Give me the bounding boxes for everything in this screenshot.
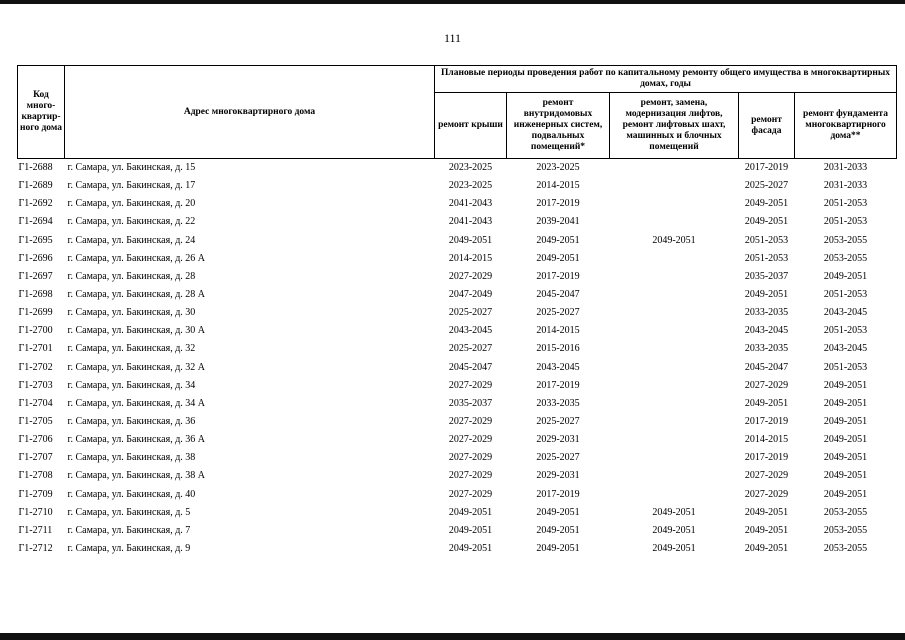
cell-address: г. Самара, ул. Бакинская, д. 20 <box>67 198 196 210</box>
header-elevators: ремонт, замена, модернизация лифтов, ремонт лифтовых шахт, машинных и блочных помещений <box>610 93 739 159</box>
cell-roof: 2041-2043 <box>448 198 493 210</box>
cell-foundation: 2043-2045 <box>823 307 868 319</box>
cell-code: Г1-2702 <box>18 361 53 373</box>
cell-engineering: 2045-2047 <box>536 289 580 301</box>
cell-elevators <box>610 377 739 395</box>
header-roof: ремонт крыши <box>435 93 507 159</box>
cell-engineering: 2033-2035 <box>536 397 580 409</box>
cell-address: г. Самара, ул. Бакинская, д. 17 <box>67 180 196 192</box>
cell-facade: 2051-2053 <box>744 234 789 246</box>
cell-foundation: 2051-2053 <box>823 216 868 228</box>
cell-engineering: 2043-2045 <box>536 361 580 373</box>
cell-code: Г1-2689 <box>18 180 53 192</box>
cell-elevators <box>610 304 739 322</box>
cell-address: г. Самара, ул. Бакинская, д. 38 А <box>67 470 206 482</box>
cell-code: Г1-2696 <box>18 252 53 264</box>
cell-engineering: 2023-2025 <box>536 162 580 174</box>
cell-address: г. Самара, ул. Бакинская, д. 36 <box>67 416 196 428</box>
cell-engineering: 2029-2031 <box>536 434 580 446</box>
cell-facade: 2043-2045 <box>744 325 789 337</box>
cell-elevators: 2049-2051 <box>652 234 696 246</box>
cell-foundation: 2049-2051 <box>823 452 868 464</box>
cell-foundation: 2053-2055 <box>823 524 868 536</box>
table-row <box>18 340 897 358</box>
header-foundation: ремонт фундамента многоквартирного дома** <box>795 93 897 159</box>
table-body <box>18 159 897 559</box>
table-row <box>18 250 897 268</box>
cell-elevators: 2049-2051 <box>652 506 696 518</box>
cell-address: г. Самара, ул. Бакинская, д. 30 <box>67 307 196 319</box>
cell-foundation: 2049-2051 <box>823 270 868 282</box>
cell-facade: 2033-2035 <box>744 343 789 355</box>
cell-address: г. Самара, ул. Бакинская, д. 36 А <box>67 434 206 446</box>
cell-elevators: 2049-2051 <box>652 524 696 536</box>
top-border <box>0 0 905 4</box>
cell-roof: 2049-2051 <box>448 506 493 518</box>
cell-code: Г1-2701 <box>18 343 53 355</box>
cell-facade: 2049-2051 <box>744 543 789 555</box>
cell-roof: 2049-2051 <box>448 234 493 246</box>
cell-address: г. Самара, ул. Бакинская, д. 9 <box>67 543 191 555</box>
cell-facade: 2049-2051 <box>744 506 789 518</box>
cell-code: Г1-2703 <box>18 379 53 391</box>
cell-engineering: 2049-2051 <box>536 524 580 536</box>
cell-facade: 2025-2027 <box>744 180 789 192</box>
cell-facade: 2017-2019 <box>744 416 789 428</box>
cell-engineering: 2015-2016 <box>536 343 580 355</box>
cell-engineering: 2029-2031 <box>536 470 580 482</box>
table-row <box>18 522 897 540</box>
cell-engineering: 2039-2041 <box>536 216 580 228</box>
cell-roof: 2045-2047 <box>448 361 493 373</box>
cell-roof: 2049-2051 <box>448 524 493 536</box>
cell-code: Г1-2712 <box>18 543 53 555</box>
table-row <box>18 304 897 322</box>
cell-elevators <box>610 413 739 431</box>
cell-code: Г1-2700 <box>18 325 53 337</box>
cell-code: Г1-2694 <box>18 216 53 228</box>
cell-address: г. Самара, ул. Бакинская, д. 15 <box>67 162 196 174</box>
cell-elevators <box>610 340 739 358</box>
cell-address: г. Самара, ул. Бакинская, д. 7 <box>67 524 191 536</box>
cell-foundation: 2031-2033 <box>823 162 868 174</box>
cell-code: Г1-2699 <box>18 307 53 319</box>
cell-facade: 2049-2051 <box>744 198 789 210</box>
table-row <box>18 486 897 504</box>
cell-roof: 2023-2025 <box>448 162 493 174</box>
cell-facade: 2027-2029 <box>744 379 789 391</box>
cell-foundation: 2051-2053 <box>823 325 868 337</box>
cell-engineering: 2014-2015 <box>536 325 580 337</box>
cell-foundation: 2049-2051 <box>823 470 868 482</box>
cell-roof: 2025-2027 <box>448 307 493 319</box>
cell-engineering: 2014-2015 <box>536 180 580 192</box>
cell-elevators <box>610 177 739 195</box>
table-row <box>18 359 897 377</box>
cell-facade: 2017-2019 <box>744 452 789 464</box>
cell-address: г. Самара, ул. Бакинская, д. 28 <box>67 270 196 282</box>
cell-elevators <box>610 467 739 485</box>
cell-elevators <box>610 359 739 377</box>
cell-foundation: 2031-2033 <box>823 180 868 192</box>
cell-foundation: 2053-2055 <box>823 543 868 555</box>
cell-foundation: 2049-2051 <box>823 488 868 500</box>
cell-roof: 2041-2043 <box>448 216 493 228</box>
cell-address: г. Самара, ул. Бакинская, д. 32 А <box>67 361 206 373</box>
cell-code: Г1-2698 <box>18 289 53 301</box>
cell-address: г. Самара, ул. Бакинская, д. 30 А <box>67 325 206 337</box>
page-number: 111 <box>443 31 462 45</box>
cell-foundation: 2043-2045 <box>823 343 868 355</box>
cell-foundation: 2051-2053 <box>823 361 868 373</box>
cell-address: г. Самара, ул. Бакинская, д. 24 <box>67 234 196 246</box>
cell-code: Г1-2708 <box>18 470 53 482</box>
cell-address: г. Самара, ул. Бакинская, д. 34 А <box>67 397 206 409</box>
table-row <box>18 268 897 286</box>
table-row <box>18 413 897 431</box>
cell-code: Г1-2692 <box>18 198 53 210</box>
cell-facade: 2045-2047 <box>744 361 789 373</box>
cell-roof: 2027-2029 <box>448 488 493 500</box>
cell-foundation: 2053-2055 <box>823 252 868 264</box>
cell-code: Г1-2710 <box>18 506 53 518</box>
cell-elevators <box>610 213 739 231</box>
cell-facade: 2049-2051 <box>744 397 789 409</box>
cell-roof: 2027-2029 <box>448 470 493 482</box>
cell-roof: 2027-2029 <box>448 434 493 446</box>
cell-address: г. Самара, ул. Бакинская, д. 34 <box>67 379 196 391</box>
cell-foundation: 2049-2051 <box>823 434 868 446</box>
cell-foundation: 2051-2053 <box>823 198 868 210</box>
table-row <box>18 159 897 178</box>
cell-address: г. Самара, ул. Бакинская, д. 38 <box>67 452 196 464</box>
repair-schedule-table <box>17 65 897 558</box>
cell-roof: 2023-2025 <box>448 180 493 192</box>
cell-code: Г1-2709 <box>18 488 53 500</box>
cell-elevators <box>610 449 739 467</box>
cell-roof: 2027-2029 <box>448 270 493 282</box>
cell-engineering: 2017-2019 <box>536 488 580 500</box>
cell-elevators: 2049-2051 <box>652 543 696 555</box>
header-address: Адрес многоквартирного дома <box>65 66 435 159</box>
cell-code: Г1-2695 <box>18 234 53 246</box>
table-row <box>18 213 897 231</box>
cell-foundation: 2053-2055 <box>823 506 868 518</box>
cell-address: г. Самара, ул. Бакинская, д. 32 <box>67 343 196 355</box>
cell-engineering: 2017-2019 <box>536 270 580 282</box>
cell-facade: 2035-2037 <box>744 270 789 282</box>
cell-roof: 2035-2037 <box>448 397 493 409</box>
cell-roof: 2014-2015 <box>448 252 493 264</box>
table-row <box>18 449 897 467</box>
cell-facade: 2014-2015 <box>744 434 789 446</box>
header-facade: ремонт фасада <box>739 93 795 159</box>
cell-code: Г1-2697 <box>18 270 53 282</box>
cell-elevators <box>610 195 739 213</box>
cell-roof: 2027-2029 <box>448 379 493 391</box>
cell-facade: 2017-2019 <box>744 162 789 174</box>
cell-facade: 2027-2029 <box>744 470 789 482</box>
cell-engineering: 2025-2027 <box>536 307 580 319</box>
cell-code: Г1-2706 <box>18 434 53 446</box>
cell-address: г. Самара, ул. Бакинская, д. 28 А <box>67 289 206 301</box>
cell-engineering: 2025-2027 <box>536 416 580 428</box>
cell-facade: 2049-2051 <box>744 289 789 301</box>
cell-elevators <box>610 159 739 178</box>
cell-engineering: 2049-2051 <box>536 543 580 555</box>
cell-roof: 2043-2045 <box>448 325 493 337</box>
cell-elevators <box>610 486 739 504</box>
cell-code: Г1-2688 <box>18 162 53 174</box>
cell-engineering: 2017-2019 <box>536 198 580 210</box>
cell-foundation: 2053-2055 <box>823 234 868 246</box>
cell-facade: 2049-2051 <box>744 216 789 228</box>
cell-foundation: 2049-2051 <box>823 379 868 391</box>
table-row <box>18 504 897 522</box>
cell-engineering: 2025-2027 <box>536 452 580 464</box>
header-planned-periods: Плановые периоды проведения работ по капитальному ремонту общего имущества в многоквартирных домах, годы <box>435 66 897 93</box>
cell-engineering: 2049-2051 <box>536 506 580 518</box>
cell-engineering: 2049-2051 <box>536 252 580 264</box>
table-row <box>18 540 897 558</box>
table-row <box>18 322 897 340</box>
table-row <box>18 377 897 395</box>
table-row <box>18 177 897 195</box>
cell-elevators <box>610 431 739 449</box>
cell-address: г. Самара, ул. Бакинская, д. 5 <box>67 506 191 518</box>
cell-roof: 2047-2049 <box>448 289 493 301</box>
cell-facade: 2027-2029 <box>744 488 789 500</box>
cell-address: г. Самара, ул. Бакинская, д. 26 А <box>67 252 206 264</box>
cell-facade: 2049-2051 <box>744 524 789 536</box>
table-row <box>18 232 897 250</box>
cell-foundation: 2051-2053 <box>823 289 868 301</box>
cell-foundation: 2049-2051 <box>823 397 868 409</box>
header-code: Код много-квартир-ного дома <box>18 66 65 159</box>
table-row <box>18 195 897 213</box>
cell-address: г. Самара, ул. Бакинская, д. 40 <box>67 488 196 500</box>
cell-engineering: 2049-2051 <box>536 234 580 246</box>
table-row <box>18 467 897 485</box>
cell-elevators <box>610 286 739 304</box>
table-row <box>18 395 897 413</box>
cell-code: Г1-2711 <box>18 524 53 536</box>
header-engineering: ремонт внутридомовых инженерных систем, подвальных помещений* <box>507 93 610 159</box>
cell-engineering: 2017-2019 <box>536 379 580 391</box>
cell-roof: 2027-2029 <box>448 452 493 464</box>
cell-address: г. Самара, ул. Бакинская, д. 22 <box>67 216 196 228</box>
cell-roof: 2027-2029 <box>448 416 493 428</box>
bottom-border <box>0 633 905 640</box>
table-row <box>18 431 897 449</box>
cell-code: Г1-2707 <box>18 452 53 464</box>
cell-facade: 2033-2035 <box>744 307 789 319</box>
cell-facade: 2051-2053 <box>744 252 789 264</box>
table-row <box>18 286 897 304</box>
cell-foundation: 2049-2051 <box>823 416 868 428</box>
cell-roof: 2025-2027 <box>448 343 493 355</box>
cell-code: Г1-2704 <box>18 397 53 409</box>
cell-elevators <box>610 250 739 268</box>
cell-roof: 2049-2051 <box>448 543 493 555</box>
cell-elevators <box>610 395 739 413</box>
cell-code: Г1-2705 <box>18 416 53 428</box>
cell-elevators <box>610 268 739 286</box>
cell-elevators <box>610 322 739 340</box>
